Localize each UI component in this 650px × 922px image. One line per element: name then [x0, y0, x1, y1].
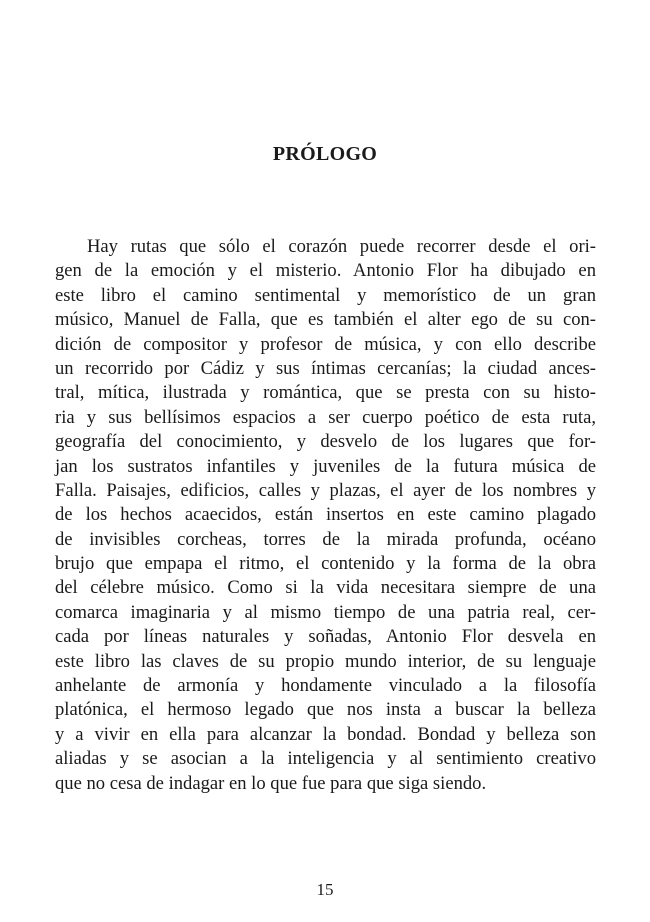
paragraph-line: geografía del conocimiento, y desvelo de los lugares que for- [55, 431, 596, 453]
paragraph-line: jan los sustratos infantiles y juveniles de la futura música de [55, 455, 596, 477]
paragraph-line: anhelante de armonía y hondamente vinculado a la filosofía [55, 675, 596, 697]
paragraph-line: del célebre músico. Como si la vida necesitara siempre de una [55, 577, 596, 599]
paragraph-line: cada por líneas naturales y soñadas, Antonio Flor desvela en [55, 626, 596, 648]
prologue-paragraph [55, 235, 596, 796]
paragraph-line: comarca imaginaria y al mismo tiempo de una patria real, cer- [55, 601, 596, 623]
paragraph-line: músico, Manuel de Falla, que es también el alter ego de su con- [55, 309, 596, 331]
paragraph-line: tral, mítica, ilustrada y romántica, que se presta con su histo- [55, 382, 596, 404]
paragraph-line: platónica, el hermoso legado que nos insta a buscar la belleza [55, 699, 596, 721]
paragraph-line: de los hechos acaecidos, están insertos en este camino plagado [55, 504, 596, 526]
paragraph-line: aliadas y se asocian a la inteligencia y al sentimiento creativo [55, 748, 596, 770]
paragraph-line: Hay rutas que sólo el corazón puede recorrer desde el ori- [87, 236, 596, 257]
paragraph-line: de invisibles corcheas, torres de la mirada profunda, océano [55, 528, 596, 550]
paragraph-line: este libro las claves de su propio mundo interior, de su lenguaje [55, 650, 596, 672]
paragraph-line: que no cesa de indagar en lo que fue para que siga siendo. [55, 772, 487, 794]
page-number: 15 [316, 880, 334, 899]
page-title: PRÓLOGO [272, 143, 378, 165]
paragraph-line: este libro el camino sentimental y memorístico de un gran [55, 284, 596, 306]
paragraph-line: Falla. Paisajes, edificios, calles y plazas, el ayer de los nombres y [55, 479, 596, 501]
paragraph-line: ria y sus bellísimos espacios a ser cuerpo poético de esta ruta, [55, 406, 596, 428]
paragraph-line: y a vivir en ella para alcanzar la bondad. Bondad y belleza son [55, 723, 596, 745]
paragraph-line: brujo que empapa el ritmo, el contenido y la forma de la obra [55, 553, 596, 575]
paragraph-line: gen de la emoción y el misterio. Antonio Flor ha dibujado en [55, 260, 596, 282]
paragraph-line: dición de compositor y profesor de música, y con ello describe [55, 333, 596, 355]
paragraph-line: un recorrido por Cádiz y sus íntimas cercanías; la ciudad ances- [55, 357, 596, 379]
